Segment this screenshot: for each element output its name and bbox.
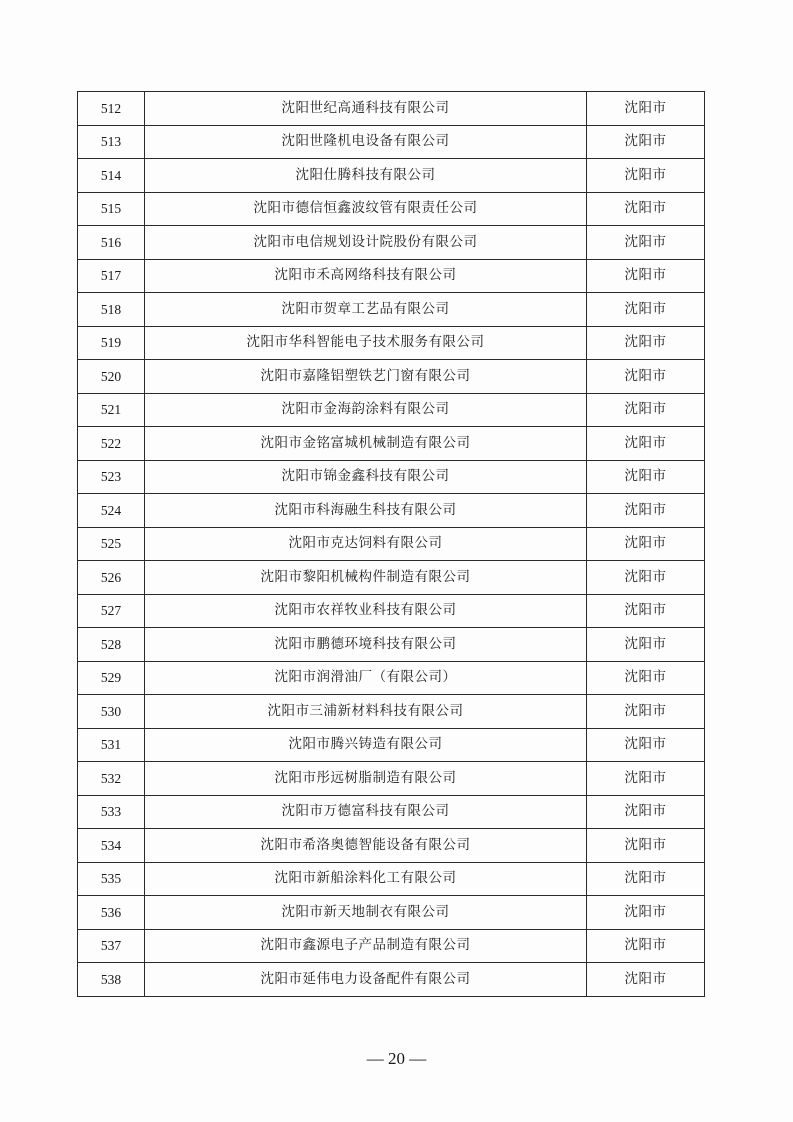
row-number: 532 — [78, 762, 145, 796]
table-row — [78, 527, 705, 561]
table-row — [78, 293, 705, 327]
table-row — [78, 963, 705, 997]
table-row — [78, 896, 705, 930]
table-row — [78, 360, 705, 394]
company-name: 沈阳市金铭富城机械制造有限公司 — [145, 427, 587, 461]
table-row — [78, 661, 705, 695]
row-number: 534 — [78, 829, 145, 863]
table-row — [78, 695, 705, 729]
city-name: 沈阳市 — [587, 628, 705, 662]
city-name: 沈阳市 — [587, 561, 705, 595]
company-name: 沈阳市希洛奥德智能设备有限公司 — [145, 829, 587, 863]
company-name: 沈阳世纪高通科技有限公司 — [145, 92, 587, 126]
table-row — [78, 829, 705, 863]
row-number: 520 — [78, 360, 145, 394]
city-name: 沈阳市 — [587, 125, 705, 159]
city-name: 沈阳市 — [587, 326, 705, 360]
table-body — [78, 92, 705, 997]
row-number: 516 — [78, 226, 145, 260]
table-row — [78, 728, 705, 762]
city-name: 沈阳市 — [587, 92, 705, 126]
row-number: 533 — [78, 795, 145, 829]
table-row — [78, 628, 705, 662]
row-number: 519 — [78, 326, 145, 360]
company-name: 沈阳市克达饲料有限公司 — [145, 527, 587, 561]
row-number: 518 — [78, 293, 145, 327]
company-list-table — [77, 91, 705, 997]
company-name: 沈阳市万德富科技有限公司 — [145, 795, 587, 829]
city-name: 沈阳市 — [587, 159, 705, 193]
company-name: 沈阳世隆机电设备有限公司 — [145, 125, 587, 159]
company-name: 沈阳市禾高网络科技有限公司 — [145, 259, 587, 293]
city-name: 沈阳市 — [587, 259, 705, 293]
city-name: 沈阳市 — [587, 795, 705, 829]
company-name: 沈阳市鑫源电子产品制造有限公司 — [145, 929, 587, 963]
page-number: — 20 — — [366, 1049, 427, 1068]
row-number: 528 — [78, 628, 145, 662]
table-row — [78, 460, 705, 494]
city-name: 沈阳市 — [587, 360, 705, 394]
table-row — [78, 762, 705, 796]
row-number: 522 — [78, 427, 145, 461]
city-name: 沈阳市 — [587, 594, 705, 628]
row-number: 535 — [78, 862, 145, 896]
city-name: 沈阳市 — [587, 494, 705, 528]
company-name: 沈阳市新船涂料化工有限公司 — [145, 862, 587, 896]
city-name: 沈阳市 — [587, 192, 705, 226]
table-row — [78, 795, 705, 829]
city-name: 沈阳市 — [587, 695, 705, 729]
company-name: 沈阳市锦金鑫科技有限公司 — [145, 460, 587, 494]
row-number: 537 — [78, 929, 145, 963]
company-name: 沈阳市黎阳机械构件制造有限公司 — [145, 561, 587, 595]
row-number: 530 — [78, 695, 145, 729]
city-name: 沈阳市 — [587, 460, 705, 494]
row-number: 526 — [78, 561, 145, 595]
table-row — [78, 125, 705, 159]
row-number: 521 — [78, 393, 145, 427]
city-name: 沈阳市 — [587, 728, 705, 762]
city-name: 沈阳市 — [587, 527, 705, 561]
row-number: 527 — [78, 594, 145, 628]
city-name: 沈阳市 — [587, 896, 705, 930]
row-number: 538 — [78, 963, 145, 997]
table-row — [78, 594, 705, 628]
table-row — [78, 862, 705, 896]
city-name: 沈阳市 — [587, 963, 705, 997]
company-name: 沈阳市金海韵涂料有限公司 — [145, 393, 587, 427]
row-number: 536 — [78, 896, 145, 930]
city-name: 沈阳市 — [587, 226, 705, 260]
table-row — [78, 92, 705, 126]
company-name: 沈阳市华科智能电子技术服务有限公司 — [145, 326, 587, 360]
table-row — [78, 427, 705, 461]
row-number: 525 — [78, 527, 145, 561]
company-name: 沈阳市润滑油厂（有限公司） — [145, 661, 587, 695]
table-row — [78, 192, 705, 226]
row-number: 515 — [78, 192, 145, 226]
company-name: 沈阳市嘉隆铝塑铁艺门窗有限公司 — [145, 360, 587, 394]
company-name: 沈阳市电信规划设计院股份有限公司 — [145, 226, 587, 260]
company-name: 沈阳市贺章工艺品有限公司 — [145, 293, 587, 327]
table-row — [78, 561, 705, 595]
company-name: 沈阳市延伟电力设备配件有限公司 — [145, 963, 587, 997]
company-name: 沈阳市新天地制衣有限公司 — [145, 896, 587, 930]
city-name: 沈阳市 — [587, 661, 705, 695]
company-name: 沈阳市科海融生科技有限公司 — [145, 494, 587, 528]
city-name: 沈阳市 — [587, 393, 705, 427]
row-number: 513 — [78, 125, 145, 159]
city-name: 沈阳市 — [587, 762, 705, 796]
table-row — [78, 226, 705, 260]
city-name: 沈阳市 — [587, 829, 705, 863]
row-number: 514 — [78, 159, 145, 193]
table-row — [78, 326, 705, 360]
company-name: 沈阳仕腾科技有限公司 — [145, 159, 587, 193]
table-row — [78, 494, 705, 528]
city-name: 沈阳市 — [587, 427, 705, 461]
row-number: 531 — [78, 728, 145, 762]
company-name: 沈阳市鹏德环境科技有限公司 — [145, 628, 587, 662]
row-number: 517 — [78, 259, 145, 293]
table-row — [78, 393, 705, 427]
row-number: 529 — [78, 661, 145, 695]
city-name: 沈阳市 — [587, 862, 705, 896]
company-name: 沈阳市腾兴铸造有限公司 — [145, 728, 587, 762]
city-name: 沈阳市 — [587, 293, 705, 327]
row-number: 523 — [78, 460, 145, 494]
row-number: 512 — [78, 92, 145, 126]
table-row — [78, 929, 705, 963]
row-number: 524 — [78, 494, 145, 528]
company-name: 沈阳市农祥牧业科技有限公司 — [145, 594, 587, 628]
table-row — [78, 159, 705, 193]
company-name: 沈阳市德信恒鑫波纹管有限责任公司 — [145, 192, 587, 226]
table-row — [78, 259, 705, 293]
company-name: 沈阳市三浦新材料科技有限公司 — [145, 695, 587, 729]
company-name: 沈阳市彤远树脂制造有限公司 — [145, 762, 587, 796]
city-name: 沈阳市 — [587, 929, 705, 963]
